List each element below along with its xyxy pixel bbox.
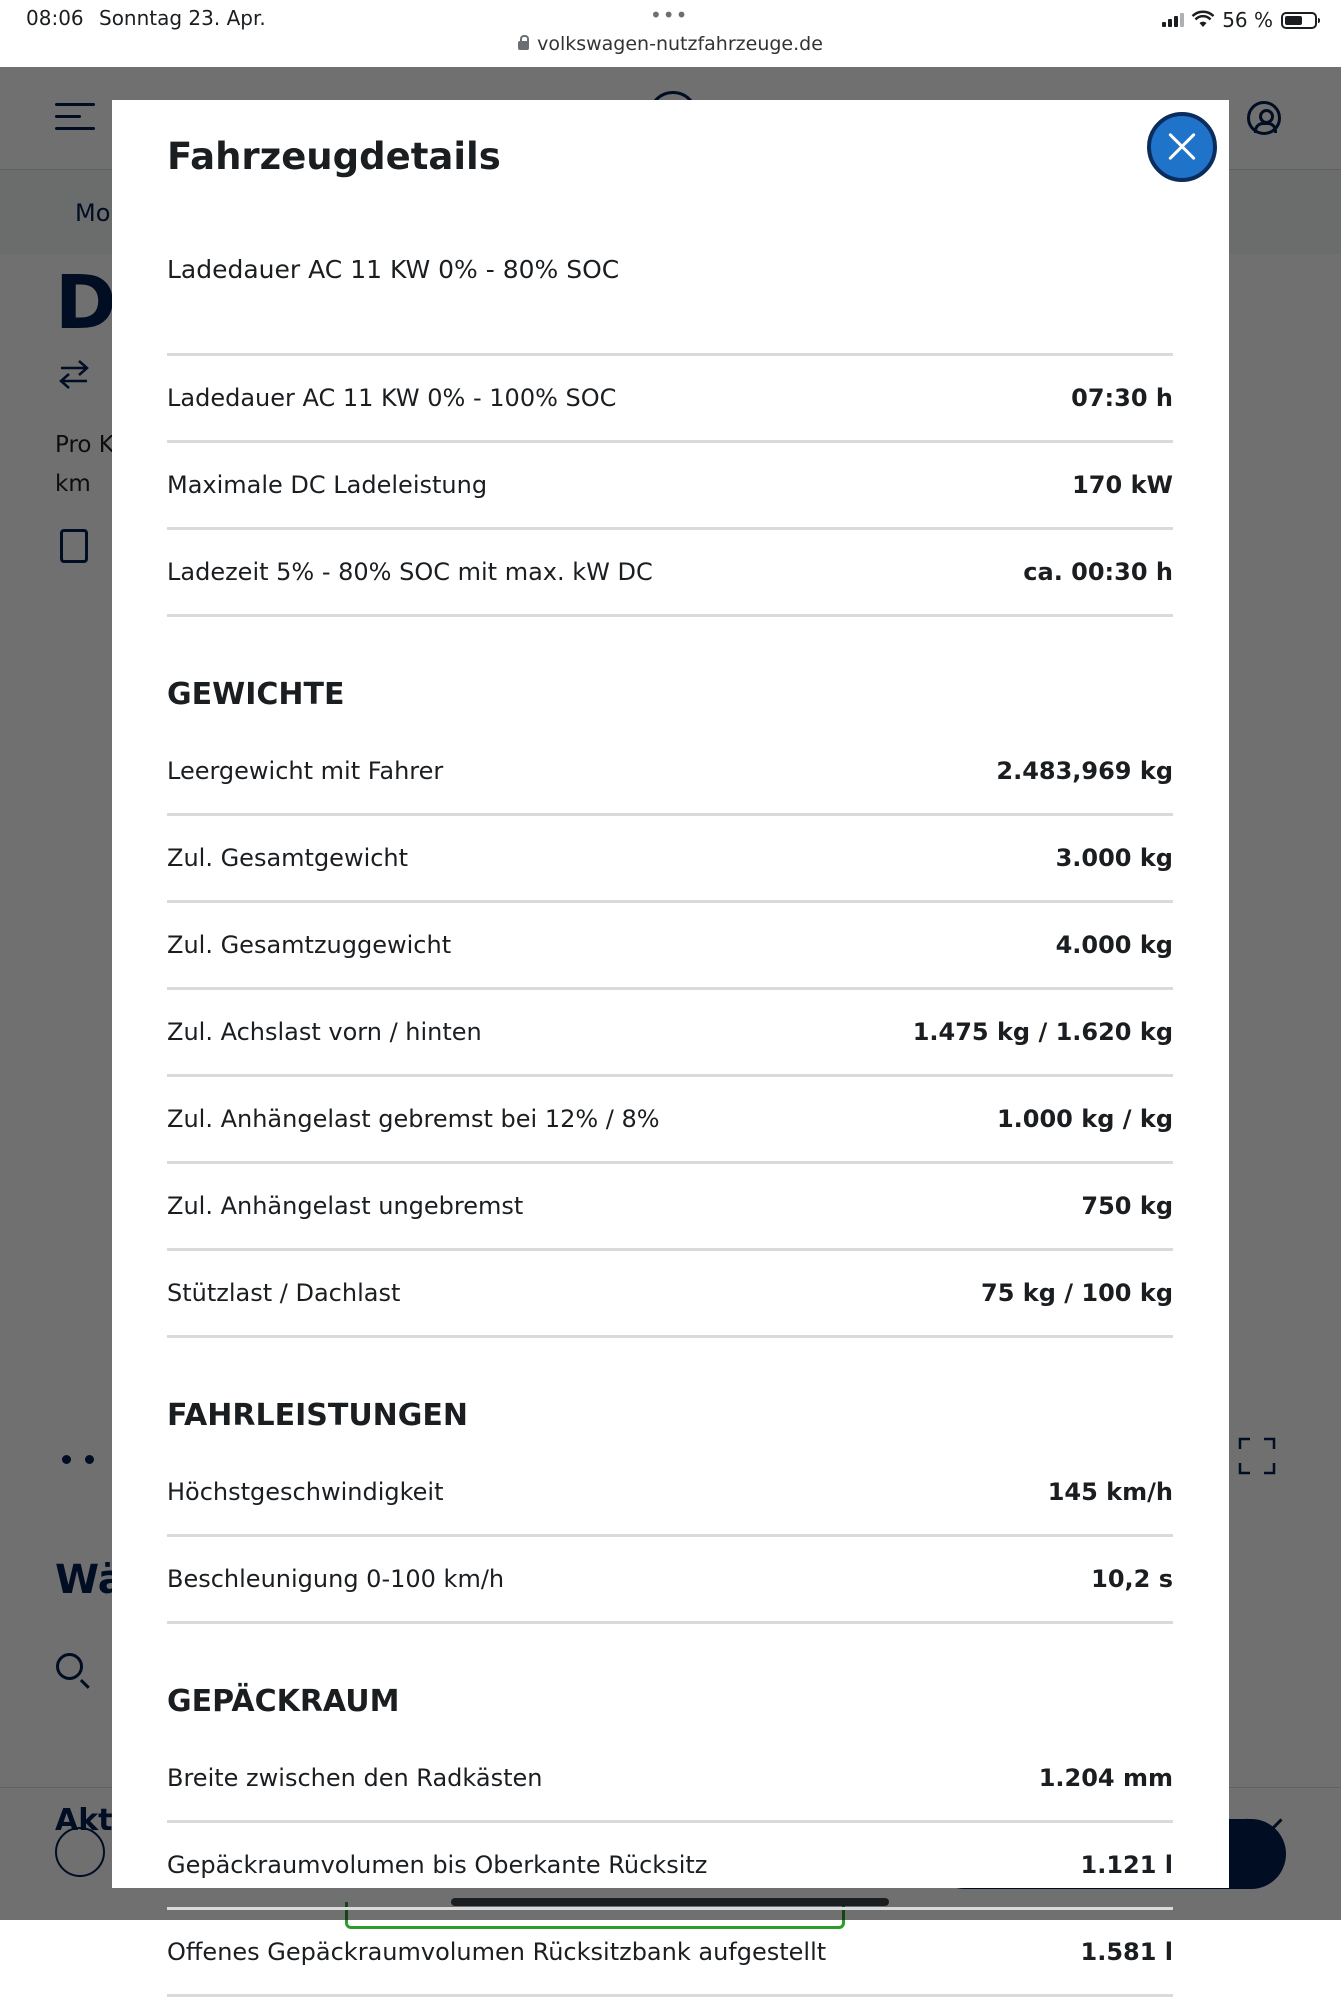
truncated-row-label: Ladedauer AC 11 KW 0% - 80% SOC: [167, 255, 620, 284]
detail-row: [167, 816, 1173, 903]
detail-row: [167, 1251, 1173, 1338]
row-value: 4.000 kg: [1055, 931, 1173, 959]
wifi-icon: [1192, 12, 1214, 28]
status-time: 08:06: [26, 6, 84, 30]
battery-percent: 56 %: [1222, 8, 1273, 32]
detail-row: [167, 1537, 1173, 1624]
row-value: 1.475 kg / 1.620 kg: [912, 1018, 1173, 1046]
row-label: Zul. Anhängelast gebremst bei 12% / 8%: [167, 1105, 660, 1133]
battery-icon: [1281, 12, 1317, 29]
detail-row: [167, 990, 1173, 1077]
row-value: 170 kW: [1072, 471, 1173, 499]
row-value: ca. 00:30 h: [1023, 558, 1173, 586]
row-label: Gepäckraumvolumen bis Oberkante Rücksitz: [167, 1851, 708, 1879]
row-value: 2.483,969 kg: [996, 757, 1173, 785]
detail-row: [167, 443, 1173, 530]
detail-row: [167, 356, 1173, 443]
address-bar[interactable]: [0, 33, 1341, 55]
row-value: 1.000 kg / kg: [996, 1105, 1173, 1133]
row-label: Offenes Gepäckraumvolumen Rücksitzbank aufgestellt: [167, 1938, 827, 1966]
row-value: 75 kg / 100 kg: [981, 1279, 1173, 1307]
detail-row: [167, 903, 1173, 990]
section-title-luggage: GEPÄCKRAUM: [167, 1684, 400, 1719]
row-label: Maximale DC Ladeleistung: [167, 471, 488, 499]
row-label: Zul. Gesamtzuggewicht: [167, 931, 452, 959]
detail-row: [167, 1823, 1173, 1910]
row-label: Stützlast / Dachlast: [167, 1279, 401, 1307]
tab-options-icon[interactable]: •••: [650, 3, 689, 27]
row-value: 1.121 l: [1080, 1851, 1173, 1879]
detail-row: [167, 1910, 1173, 1997]
status-indicators: [1162, 8, 1317, 32]
row-label: Ladedauer AC 11 KW 0% - 100% SOC: [167, 384, 617, 412]
row-value: 1.204 mm: [1038, 1764, 1173, 1792]
modal-title: Fahrzeugdetails: [167, 135, 501, 178]
detail-row: [167, 729, 1173, 816]
section-title-weights: GEWICHTE: [167, 677, 345, 712]
status-date: Sonntag 23. Apr.: [99, 6, 266, 30]
section-title-performance: FAHRLEISTUNGEN: [167, 1398, 469, 1433]
details-list: [167, 356, 1173, 1997]
row-value: 07:30 h: [1071, 384, 1173, 412]
signal-icon: [1162, 13, 1184, 27]
row-value: 3.000 kg: [1055, 844, 1173, 872]
row-label: Höchstgeschwindigkeit: [167, 1478, 444, 1506]
row-label: Zul. Gesamtgewicht: [167, 844, 409, 872]
detail-row: [167, 1736, 1173, 1823]
row-label: Breite zwischen den Radkästen: [167, 1764, 543, 1792]
row-value: 145 km/h: [1047, 1478, 1173, 1506]
close-button[interactable]: [1147, 112, 1217, 182]
row-label: Zul. Anhängelast ungebremst: [167, 1192, 524, 1220]
detail-row: [167, 1450, 1173, 1537]
home-indicator[interactable]: [451, 1898, 889, 1906]
row-value: 10,2 s: [1091, 1565, 1173, 1593]
row-label: Zul. Achslast vorn / hinten: [167, 1018, 482, 1046]
detail-row: [167, 1077, 1173, 1164]
address-url: volkswagen-nutzfahrzeuge.de: [537, 33, 823, 55]
status-bar: [0, 0, 1341, 67]
row-label: Leergewicht mit Fahrer: [167, 757, 444, 785]
detail-row: [167, 1164, 1173, 1251]
detail-row: [167, 530, 1173, 617]
lock-icon: [518, 41, 529, 50]
row-value: 750 kg: [1081, 1192, 1173, 1220]
row-label: Beschleunigung 0-100 km/h: [167, 1565, 505, 1593]
row-value: 1.581 l: [1080, 1938, 1173, 1966]
row-label: Ladezeit 5% - 80% SOC mit max. kW DC: [167, 558, 653, 586]
vehicle-details-modal: [112, 100, 1229, 1966]
details-scroll-area[interactable]: [167, 210, 1173, 1966]
